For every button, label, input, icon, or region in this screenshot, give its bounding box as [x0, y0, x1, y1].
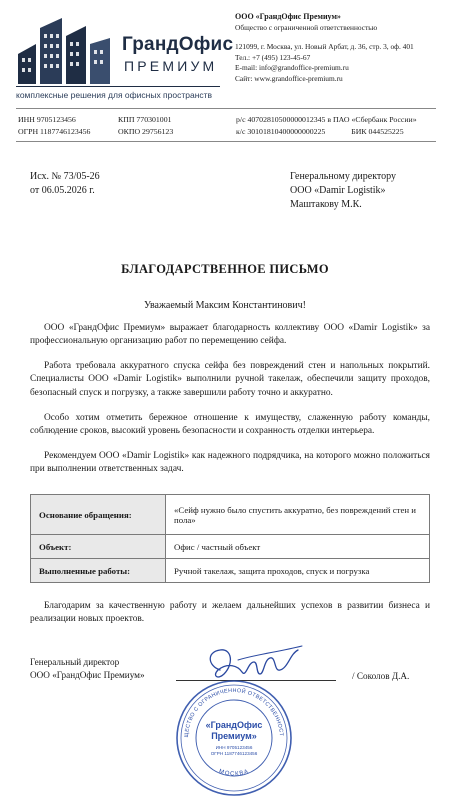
- recipient-company: ООО «Damir Logistik»: [290, 185, 386, 196]
- table-row: [31, 495, 430, 535]
- header-divider-top: [16, 108, 436, 109]
- okpo: ОКПО 29756123: [118, 126, 174, 136]
- stamp-name-line2: Премиум»: [211, 731, 257, 741]
- outgoing-reference: [30, 170, 100, 198]
- signer-position: [30, 656, 145, 681]
- company-name: ООО «ГрандОфис Премиум»: [235, 12, 341, 21]
- stamp-ring-text: ЩЕСТВО С ОГРАНИЧЕННОЙ ОТВЕТСТВЕННОСТ: [183, 687, 284, 738]
- logo-divider: [16, 86, 220, 87]
- table-row: [31, 535, 430, 559]
- recipient-name: Маштакову М.К.: [290, 199, 362, 210]
- letter-title: БЛАГОДАРСТВЕННОЕ ПИСЬМО: [121, 262, 329, 276]
- paragraph-1: ООО «ГрандОфис Премиум» выражает благодарность коллективу ООО «Damir Logistik» за профессиональную организацию работ по перемещению сейфа.: [30, 323, 430, 347]
- signer-title: Генеральный директор: [30, 657, 120, 667]
- requisites-bank: [236, 114, 442, 137]
- paragraph-2: Работа требовала аккуратного спуска сейфа без повреждений стен и напольных покрытий. Специалисты ООО «Damir Logistik» выполнили ручной такелаж, обеспечили защиту проходов, безопасный спуск и погрузку, а также завершили работу точно и аккуратно.: [30, 361, 430, 398]
- requisites-middle: [118, 114, 173, 137]
- brand-subtitle: ПРЕМИУМ: [124, 58, 218, 74]
- closing-paragraph: Благодарим за качественную работу и желаем дальнейших успехов в развитии бизнеса и реализации новых проектов.: [30, 601, 430, 625]
- paragraph-4: Рекомендуем ООО «Damir Logistik» как надежного подрядчика, на которого можно положиться при выполнении ответственных задач.: [30, 451, 430, 475]
- header-divider-bottom: [16, 141, 436, 142]
- outgoing-date: от 06.05.2026 г.: [30, 185, 95, 196]
- stamp-inn: ИНН 9705123456: [215, 745, 253, 750]
- table-label: Объект:: [31, 535, 166, 559]
- tagline: комплексные решения для офисных пространств: [16, 90, 213, 100]
- table-row: [31, 559, 430, 583]
- outgoing-number: Исх. № 73/05-26: [30, 171, 100, 182]
- svg-text:МОСКВА: [218, 769, 250, 778]
- table-value: «Сейф нужно было спустить аккуратно, без повреждений стен и пола»: [166, 495, 430, 535]
- company-stamp: [174, 678, 294, 798]
- company-address: 121099, г. Москва, ул. Новый Арбат, д. 36, стр. 3, оф. 401: [235, 42, 414, 52]
- inn: ИНН 9705123456: [18, 115, 76, 124]
- bik: БИК 044525225: [351, 126, 404, 136]
- company-contacts: [235, 12, 445, 85]
- recipient-position: Генеральному директору: [290, 171, 397, 182]
- buildings-logo-icon: [16, 14, 126, 86]
- kpp: КПП 770301001: [118, 115, 172, 124]
- info-table: [30, 494, 430, 583]
- requisites-left: [18, 114, 90, 137]
- corr-account: к/с 30101810400000000225: [236, 126, 326, 136]
- table-label: Выполненные работы:: [31, 559, 166, 583]
- company-description: Общество с ограниченной ответственностью: [235, 22, 378, 32]
- company-email: E-mail: info@grandoffice-premium.ru: [235, 63, 349, 73]
- stamp-name-line1: «ГрандОфис: [205, 720, 263, 730]
- brand-name: ГрандОфис: [122, 34, 234, 55]
- letter-greeting: Уважаемый Максим Константинович!: [144, 300, 306, 311]
- company-phone: Тел.: +7 (495) 123-45-67: [235, 52, 311, 62]
- stamp-ogrn: ОГРН 1187746123456: [210, 751, 258, 756]
- stamp-city: МОСКВА: [218, 768, 250, 778]
- signer-name: / Соколов Д.А.: [352, 671, 410, 681]
- recipient-block: [290, 170, 396, 212]
- paragraph-3: Особо хотим отметить бережное отношение к имуществу, слаженную работу команды, соблюдение сроков, высокий уровень безопасности и сохранность отделки интерьера.: [30, 413, 430, 437]
- table-value: Офис / частный объект: [166, 535, 430, 559]
- signer-company: ООО «ГрандОфис Премиум»: [30, 669, 145, 680]
- company-site: Сайт: www.grandoffice-premium.ru: [235, 73, 343, 83]
- signature-scribble-icon: [198, 640, 308, 690]
- table-label: Основание обращения:: [31, 495, 166, 535]
- stamp-seal-icon: [174, 678, 294, 798]
- settlement-account: р/с 40702810500000012345 в ПАО «Сбербанк России»: [236, 115, 417, 124]
- handwritten-signature: [198, 640, 308, 690]
- ogrn: ОГРН 1187746123456: [18, 126, 91, 136]
- table-value: Ручной такелаж, защита проходов, спуск и погрузка: [166, 559, 430, 583]
